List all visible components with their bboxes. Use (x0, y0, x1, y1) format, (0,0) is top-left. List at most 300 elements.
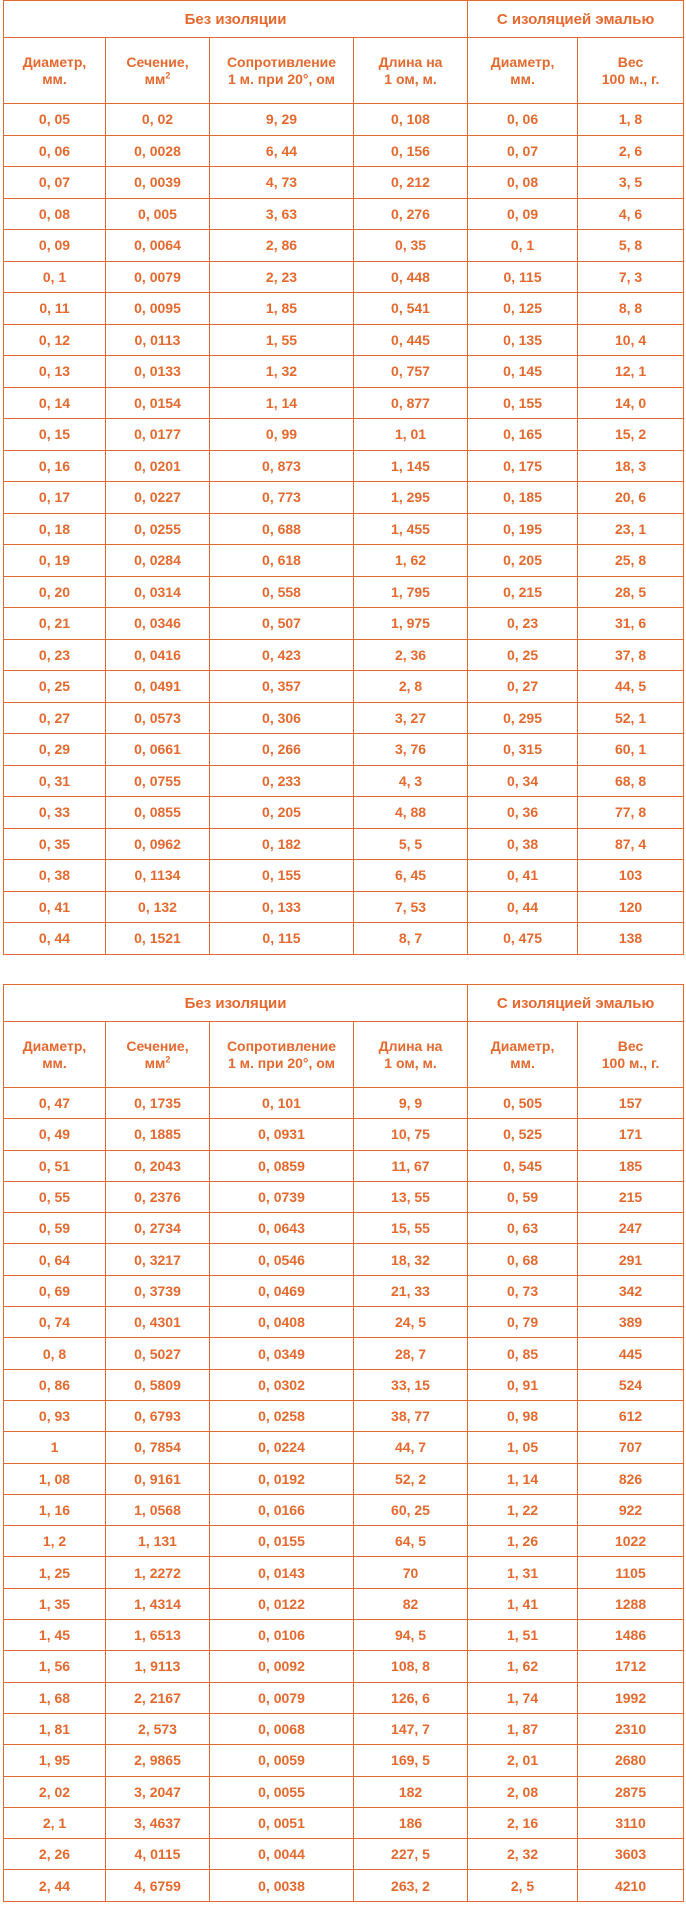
cell-length-per-ohm: 10, 75 (354, 1119, 468, 1150)
cell-diameter: 0, 38 (4, 860, 106, 892)
cell-diameter: 0, 64 (4, 1244, 106, 1275)
cell-section: 0, 5809 (106, 1369, 210, 1400)
group-enamel-insulation: С изоляцией эмалью (468, 1, 684, 38)
cell-resistance: 0, 0068 (210, 1713, 354, 1744)
table-row (4, 1307, 684, 1338)
cell-length-per-ohm: 52, 2 (354, 1463, 468, 1494)
cell-resistance: 0, 0469 (210, 1275, 354, 1306)
header-enamel-diameter: Диаметр, мм. (468, 1022, 578, 1088)
table-row (4, 1119, 684, 1150)
cell-diameter: 0, 05 (4, 104, 106, 136)
cell-enamel-diameter: 0, 85 (468, 1338, 578, 1369)
cell-resistance: 0, 0349 (210, 1338, 354, 1369)
cell-section: 0, 132 (106, 891, 210, 923)
header-length-per-ohm: Длина на 1 ом, м. (354, 1022, 468, 1088)
cell-section: 1, 131 (106, 1526, 210, 1557)
cell-enamel-diameter: 0, 08 (468, 167, 578, 199)
cell-resistance: 6, 44 (210, 135, 354, 167)
cell-enamel-diameter: 0, 91 (468, 1369, 578, 1400)
cell-length-per-ohm: 0, 541 (354, 293, 468, 325)
cell-diameter: 0, 08 (4, 198, 106, 230)
cell-weight: 5, 8 (578, 230, 684, 262)
cell-weight: 7, 3 (578, 261, 684, 293)
cell-section: 1, 4314 (106, 1588, 210, 1619)
cell-diameter: 0, 14 (4, 387, 106, 419)
cell-length-per-ohm: 1, 795 (354, 576, 468, 608)
table-row (4, 1369, 684, 1400)
cell-length-per-ohm: 44, 7 (354, 1432, 468, 1463)
cell-weight: 2310 (578, 1713, 684, 1744)
cell-resistance: 0, 873 (210, 450, 354, 482)
table-row (4, 1620, 684, 1651)
cell-section: 0, 0755 (106, 765, 210, 797)
cell-weight: 31, 6 (578, 608, 684, 640)
cell-resistance: 0, 0106 (210, 1620, 354, 1651)
cell-diameter: 1, 81 (4, 1713, 106, 1744)
cell-resistance: 0, 558 (210, 576, 354, 608)
wire-table-2 (0, 984, 686, 1902)
cell-diameter: 1, 25 (4, 1557, 106, 1588)
wire-spec-table (3, 0, 684, 955)
cell-section: 0, 4301 (106, 1307, 210, 1338)
table-row (4, 387, 684, 419)
table-body (4, 1088, 684, 1902)
header-enamel-diameter: Диаметр, мм. (468, 38, 578, 104)
cell-length-per-ohm: 169, 5 (354, 1745, 468, 1776)
cell-enamel-diameter: 1, 62 (468, 1651, 578, 1682)
cell-resistance: 0, 233 (210, 765, 354, 797)
cell-enamel-diameter: 0, 73 (468, 1275, 578, 1306)
cell-length-per-ohm: 108, 8 (354, 1651, 468, 1682)
cell-resistance: 0, 115 (210, 923, 354, 955)
table-row (4, 608, 684, 640)
cell-enamel-diameter: 2, 08 (468, 1776, 578, 1807)
cell-length-per-ohm: 38, 77 (354, 1400, 468, 1431)
cell-resistance: 0, 0739 (210, 1181, 354, 1212)
column-header-row (4, 38, 684, 104)
cell-diameter: 0, 11 (4, 293, 106, 325)
cell-section: 0, 2043 (106, 1150, 210, 1181)
cell-diameter: 2, 44 (4, 1870, 106, 1901)
cell-section: 0, 0491 (106, 671, 210, 703)
cell-length-per-ohm: 6, 45 (354, 860, 468, 892)
cell-diameter: 0, 25 (4, 671, 106, 703)
cell-enamel-diameter: 1, 41 (468, 1588, 578, 1619)
table-row (4, 1463, 684, 1494)
cell-enamel-diameter: 0, 155 (468, 387, 578, 419)
table-row (4, 1244, 684, 1275)
cell-weight: 1288 (578, 1588, 684, 1619)
cell-diameter: 0, 19 (4, 545, 106, 577)
cell-section: 0, 0314 (106, 576, 210, 608)
cell-length-per-ohm: 18, 32 (354, 1244, 468, 1275)
cell-enamel-diameter: 0, 115 (468, 261, 578, 293)
table-row (4, 1776, 684, 1807)
cell-resistance: 1, 85 (210, 293, 354, 325)
cell-weight: 14, 0 (578, 387, 684, 419)
table-row (4, 324, 684, 356)
cell-enamel-diameter: 0, 36 (468, 797, 578, 829)
cell-diameter: 0, 20 (4, 576, 106, 608)
cell-resistance: 1, 32 (210, 356, 354, 388)
cell-diameter: 1, 08 (4, 1463, 106, 1494)
table-row (4, 450, 684, 482)
cell-enamel-diameter: 1, 51 (468, 1620, 578, 1651)
cell-section: 0, 1885 (106, 1119, 210, 1150)
cell-section: 0, 0227 (106, 482, 210, 514)
table-row (4, 482, 684, 514)
cell-weight: 342 (578, 1275, 684, 1306)
table-row (4, 1338, 684, 1369)
cell-length-per-ohm: 5, 5 (354, 828, 468, 860)
cell-weight: 1, 8 (578, 104, 684, 136)
table-row (4, 293, 684, 325)
table-row (4, 1557, 684, 1588)
cell-section: 0, 6793 (106, 1400, 210, 1431)
cell-diameter: 0, 44 (4, 923, 106, 955)
cell-weight: 87, 4 (578, 828, 684, 860)
cell-length-per-ohm: 60, 25 (354, 1494, 468, 1525)
cell-enamel-diameter: 0, 07 (468, 135, 578, 167)
cell-weight: 2, 6 (578, 135, 684, 167)
cell-weight: 10, 4 (578, 324, 684, 356)
cell-resistance: 0, 0155 (210, 1526, 354, 1557)
cell-diameter: 1, 95 (4, 1745, 106, 1776)
table-row (4, 198, 684, 230)
cell-diameter: 0, 17 (4, 482, 106, 514)
cell-section: 1, 2272 (106, 1557, 210, 1588)
cell-section: 0, 005 (106, 198, 210, 230)
cell-section: 2, 573 (106, 1713, 210, 1744)
cell-length-per-ohm: 227, 5 (354, 1839, 468, 1870)
cell-resistance: 0, 773 (210, 482, 354, 514)
cell-diameter: 0, 27 (4, 702, 106, 734)
cell-resistance: 0, 99 (210, 419, 354, 451)
table-row (4, 1870, 684, 1901)
cell-enamel-diameter: 2, 32 (468, 1839, 578, 1870)
cell-diameter: 2, 26 (4, 1839, 106, 1870)
table-row (4, 1213, 684, 1244)
table-row (4, 702, 684, 734)
cell-enamel-diameter: 1, 74 (468, 1682, 578, 1713)
cell-length-per-ohm: 11, 67 (354, 1150, 468, 1181)
cell-weight: 1486 (578, 1620, 684, 1651)
cell-weight: 389 (578, 1307, 684, 1338)
table-row (4, 1432, 684, 1463)
cell-enamel-diameter: 0, 295 (468, 702, 578, 734)
cell-diameter: 0, 18 (4, 513, 106, 545)
table-row (4, 1494, 684, 1525)
cell-length-per-ohm: 7, 53 (354, 891, 468, 923)
cell-enamel-diameter: 0, 06 (468, 104, 578, 136)
table-body (4, 104, 684, 955)
cell-diameter: 1 (4, 1432, 106, 1463)
cell-length-per-ohm: 15, 55 (354, 1213, 468, 1244)
cell-resistance: 0, 0092 (210, 1651, 354, 1682)
cell-section: 0, 9161 (106, 1463, 210, 1494)
group-no-insulation: Без изоляции (4, 985, 468, 1022)
cell-length-per-ohm: 147, 7 (354, 1713, 468, 1744)
cell-weight: 4, 6 (578, 198, 684, 230)
cell-section: 0, 7854 (106, 1432, 210, 1463)
cell-weight: 2875 (578, 1776, 684, 1807)
cell-diameter: 0, 74 (4, 1307, 106, 1338)
table-row (4, 576, 684, 608)
cell-enamel-diameter: 2, 5 (468, 1870, 578, 1901)
cell-section: 0, 0113 (106, 324, 210, 356)
table-row (4, 1651, 684, 1682)
table-row (4, 545, 684, 577)
cell-section: 1, 0568 (106, 1494, 210, 1525)
table-row (4, 797, 684, 829)
table-row (4, 891, 684, 923)
cell-length-per-ohm: 186 (354, 1807, 468, 1838)
cell-enamel-diameter: 0, 41 (468, 860, 578, 892)
cell-resistance: 0, 0059 (210, 1745, 354, 1776)
cell-diameter: 0, 8 (4, 1338, 106, 1369)
cell-length-per-ohm: 24, 5 (354, 1307, 468, 1338)
cell-enamel-diameter: 1, 22 (468, 1494, 578, 1525)
cell-section: 0, 0962 (106, 828, 210, 860)
table-row (4, 261, 684, 293)
table-row (4, 1275, 684, 1306)
group-enamel-insulation: С изоляцией эмалью (468, 985, 684, 1022)
cell-resistance: 0, 0224 (210, 1432, 354, 1463)
cell-diameter: 0, 21 (4, 608, 106, 640)
cell-enamel-diameter: 0, 125 (468, 293, 578, 325)
cell-section: 0, 3217 (106, 1244, 210, 1275)
cell-section: 0, 0154 (106, 387, 210, 419)
table-row (4, 356, 684, 388)
cell-resistance: 0, 0122 (210, 1588, 354, 1619)
cell-length-per-ohm: 13, 55 (354, 1181, 468, 1212)
cell-resistance: 2, 23 (210, 261, 354, 293)
cell-diameter: 1, 16 (4, 1494, 106, 1525)
cell-weight: 52, 1 (578, 702, 684, 734)
cell-enamel-diameter: 2, 01 (468, 1745, 578, 1776)
table-row (4, 828, 684, 860)
cell-resistance: 0, 423 (210, 639, 354, 671)
cell-length-per-ohm: 21, 33 (354, 1275, 468, 1306)
cell-resistance: 0, 0038 (210, 1870, 354, 1901)
table-row (4, 1526, 684, 1557)
cell-diameter: 0, 47 (4, 1088, 106, 1119)
table-row (4, 1181, 684, 1212)
cell-length-per-ohm: 0, 156 (354, 135, 468, 167)
cell-length-per-ohm: 1, 975 (354, 608, 468, 640)
wire-table-1 (0, 0, 686, 955)
cell-weight: 4210 (578, 1870, 684, 1901)
cell-diameter: 2, 1 (4, 1807, 106, 1838)
cell-length-per-ohm: 0, 445 (354, 324, 468, 356)
cell-diameter: 0, 49 (4, 1119, 106, 1150)
cell-resistance: 0, 266 (210, 734, 354, 766)
cell-enamel-diameter: 0, 59 (468, 1181, 578, 1212)
table-row (4, 1839, 684, 1870)
cell-resistance: 0, 0546 (210, 1244, 354, 1275)
cell-section: 0, 0133 (106, 356, 210, 388)
cell-diameter: 0, 09 (4, 230, 106, 262)
cell-section: 1, 9113 (106, 1651, 210, 1682)
cell-enamel-diameter: 0, 98 (468, 1400, 578, 1431)
cell-length-per-ohm: 0, 276 (354, 198, 468, 230)
cell-section: 0, 0064 (106, 230, 210, 262)
cell-length-per-ohm: 2, 36 (354, 639, 468, 671)
cell-length-per-ohm: 2, 8 (354, 671, 468, 703)
cell-diameter: 0, 06 (4, 135, 106, 167)
table-row (4, 639, 684, 671)
table-row (4, 513, 684, 545)
cell-diameter: 0, 55 (4, 1181, 106, 1212)
cell-weight: 28, 5 (578, 576, 684, 608)
cell-resistance: 0, 0643 (210, 1213, 354, 1244)
cell-weight: 826 (578, 1463, 684, 1494)
cell-resistance: 0, 0302 (210, 1369, 354, 1400)
group-no-insulation: Без изоляции (4, 1, 468, 38)
cell-length-per-ohm: 126, 6 (354, 1682, 468, 1713)
cell-enamel-diameter: 0, 145 (468, 356, 578, 388)
cell-resistance: 0, 0192 (210, 1463, 354, 1494)
cell-diameter: 0, 35 (4, 828, 106, 860)
table-row (4, 1713, 684, 1744)
cell-resistance: 0, 618 (210, 545, 354, 577)
cell-enamel-diameter: 0, 09 (468, 198, 578, 230)
cell-weight: 612 (578, 1400, 684, 1431)
cell-diameter: 0, 51 (4, 1150, 106, 1181)
cell-resistance: 1, 14 (210, 387, 354, 419)
cell-enamel-diameter: 0, 135 (468, 324, 578, 356)
cell-length-per-ohm: 64, 5 (354, 1526, 468, 1557)
cell-section: 0, 0255 (106, 513, 210, 545)
cell-weight: 20, 6 (578, 482, 684, 514)
cell-section: 0, 0039 (106, 167, 210, 199)
cell-weight: 185 (578, 1150, 684, 1181)
header-diameter: Диаметр, мм. (4, 38, 106, 104)
cell-section: 0, 0661 (106, 734, 210, 766)
cell-enamel-diameter: 0, 1 (468, 230, 578, 262)
cell-length-per-ohm: 8, 7 (354, 923, 468, 955)
cell-section: 0, 0095 (106, 293, 210, 325)
cell-length-per-ohm: 28, 7 (354, 1338, 468, 1369)
cell-resistance: 0, 357 (210, 671, 354, 703)
cell-resistance: 9, 29 (210, 104, 354, 136)
cell-weight: 445 (578, 1338, 684, 1369)
cell-resistance: 0, 0408 (210, 1307, 354, 1338)
cell-resistance: 0, 0044 (210, 1839, 354, 1870)
cell-section: 0, 0346 (106, 608, 210, 640)
cell-diameter: 0, 41 (4, 891, 106, 923)
cell-resistance: 0, 0859 (210, 1150, 354, 1181)
cell-enamel-diameter: 0, 205 (468, 545, 578, 577)
cell-section: 0, 0201 (106, 450, 210, 482)
cell-section: 0, 2734 (106, 1213, 210, 1244)
cell-resistance: 1, 55 (210, 324, 354, 356)
table-row (4, 1088, 684, 1119)
table-row (4, 230, 684, 262)
cell-enamel-diameter: 0, 195 (468, 513, 578, 545)
cell-diameter: 0, 12 (4, 324, 106, 356)
table-row (4, 104, 684, 136)
cell-diameter: 1, 56 (4, 1651, 106, 1682)
cell-diameter: 0, 29 (4, 734, 106, 766)
cell-length-per-ohm: 1, 295 (354, 482, 468, 514)
cell-resistance: 4, 73 (210, 167, 354, 199)
table-row (4, 1807, 684, 1838)
cell-diameter: 0, 86 (4, 1369, 106, 1400)
cell-enamel-diameter: 0, 25 (468, 639, 578, 671)
cell-length-per-ohm: 0, 448 (354, 261, 468, 293)
cell-resistance: 0, 0051 (210, 1807, 354, 1838)
cell-section: 0, 0573 (106, 702, 210, 734)
cell-weight: 2680 (578, 1745, 684, 1776)
cell-weight: 120 (578, 891, 684, 923)
cell-weight: 291 (578, 1244, 684, 1275)
table-row (4, 1400, 684, 1431)
cell-section: 1, 6513 (106, 1620, 210, 1651)
header-length-per-ohm: Длина на 1 ом, м. (354, 38, 468, 104)
cell-length-per-ohm: 9, 9 (354, 1088, 468, 1119)
cell-diameter: 0, 13 (4, 356, 106, 388)
cell-enamel-diameter: 0, 79 (468, 1307, 578, 1338)
table-row (4, 1682, 684, 1713)
cell-weight: 138 (578, 923, 684, 955)
cell-weight: 247 (578, 1213, 684, 1244)
cell-weight: 18, 3 (578, 450, 684, 482)
cell-section: 3, 2047 (106, 1776, 210, 1807)
cell-weight: 60, 1 (578, 734, 684, 766)
cell-weight: 1992 (578, 1682, 684, 1713)
cell-weight: 524 (578, 1369, 684, 1400)
cell-weight: 707 (578, 1432, 684, 1463)
cell-length-per-ohm: 1, 01 (354, 419, 468, 451)
cell-weight: 1712 (578, 1651, 684, 1682)
cell-diameter: 1, 45 (4, 1620, 106, 1651)
cell-length-per-ohm: 3, 76 (354, 734, 468, 766)
cell-resistance: 0, 205 (210, 797, 354, 829)
table-row (4, 1588, 684, 1619)
cell-resistance: 0, 507 (210, 608, 354, 640)
cell-resistance: 0, 688 (210, 513, 354, 545)
cell-section: 0, 1735 (106, 1088, 210, 1119)
cell-resistance: 0, 306 (210, 702, 354, 734)
table-row (4, 671, 684, 703)
cell-resistance: 0, 101 (210, 1088, 354, 1119)
cell-enamel-diameter: 0, 34 (468, 765, 578, 797)
cell-diameter: 0, 1 (4, 261, 106, 293)
cell-section: 0, 0177 (106, 419, 210, 451)
cell-weight: 8, 8 (578, 293, 684, 325)
group-header-row (4, 1, 684, 38)
cell-enamel-diameter: 0, 63 (468, 1213, 578, 1244)
cell-length-per-ohm: 1, 62 (354, 545, 468, 577)
cell-weight: 68, 8 (578, 765, 684, 797)
cell-resistance: 0, 0079 (210, 1682, 354, 1713)
table-row (4, 765, 684, 797)
cell-enamel-diameter: 0, 175 (468, 450, 578, 482)
cell-weight: 77, 8 (578, 797, 684, 829)
cell-diameter: 1, 68 (4, 1682, 106, 1713)
cell-diameter: 0, 33 (4, 797, 106, 829)
header-section: Сечение, $мм^2$ (106, 38, 210, 104)
cell-length-per-ohm: 1, 455 (354, 513, 468, 545)
cell-section: 2, 9865 (106, 1745, 210, 1776)
cell-length-per-ohm: 1, 145 (354, 450, 468, 482)
cell-section: 4, 0115 (106, 1839, 210, 1870)
cell-enamel-diameter: 0, 44 (468, 891, 578, 923)
cell-weight: 922 (578, 1494, 684, 1525)
cell-section: 0, 0284 (106, 545, 210, 577)
cell-enamel-diameter: 0, 545 (468, 1150, 578, 1181)
